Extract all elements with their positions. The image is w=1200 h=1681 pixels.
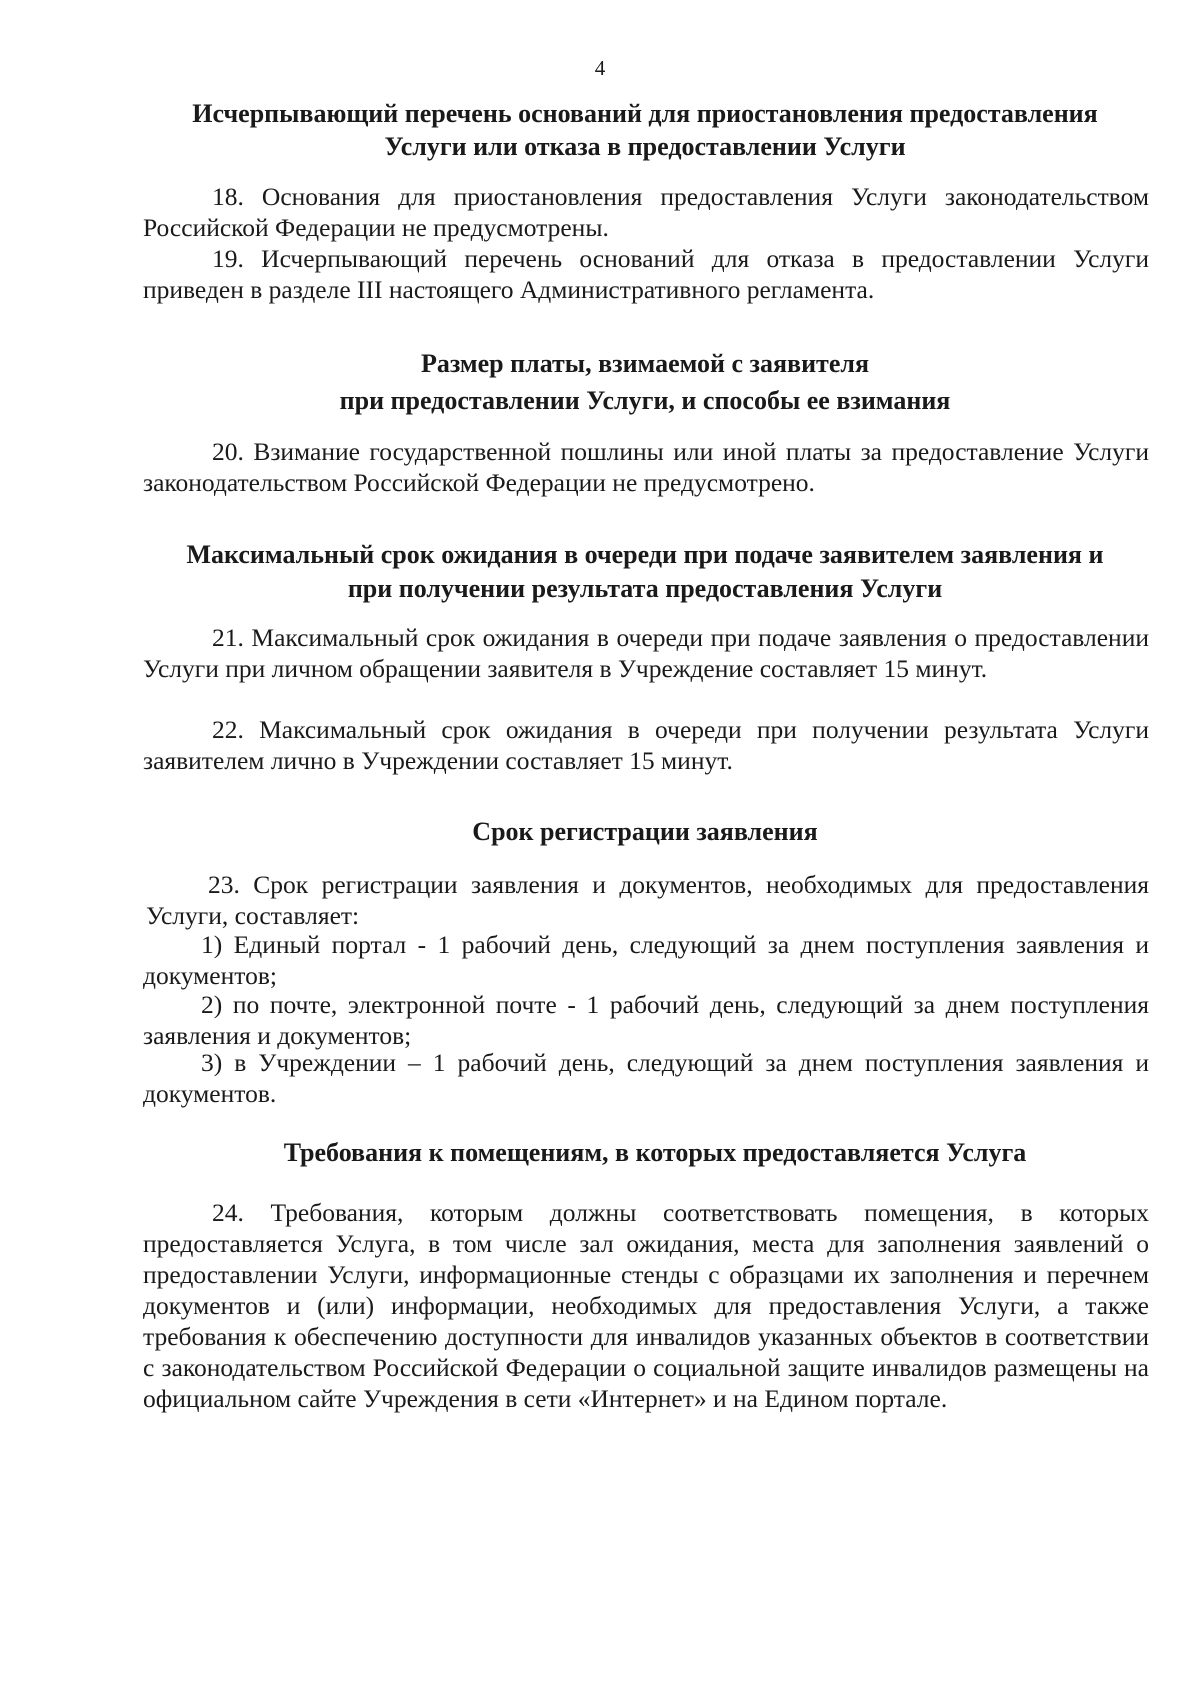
heading-line: Размер платы, взимаемой с заявителя [420, 349, 870, 378]
heading-line: Услуги или отказа в предоставлении Услуги [384, 132, 906, 161]
list-item: 3) в Учреждении – 1 рабочий день, следующий за днем поступления заявления и документов. [143, 1048, 1149, 1108]
section-heading [140, 815, 1150, 848]
heading-line: Требования к помещениям, в которых предоставляется Услуга [283, 1138, 1027, 1167]
heading-line: при предоставлении Услуги, и способы ее взимания [339, 386, 951, 415]
paragraph: 24. Требования, которым должны соответствовать помещения, в которых предоставляется Услуга, в том числе зал ожидания, места для заполнения заявлений о предоставлении Услуги, информационные стенды с образцами их заполнения и перечнем документов и (или) информации, необходимых для предоставления Услуги, а также требования к обеспечению доступности для инвалидов указанных объектов в соответствии с законодательством Российской Федерации о социальной защите инвалидов размещены на официальном сайте Учреждения в сети «Интернет» и на Едином портале. [143, 1198, 1149, 1413]
paragraph: 22. Максимальный срок ожидания в очереди при получении результата Услуги заявителем лично в Учреждении составляет 15 минут. [143, 715, 1149, 775]
heading-line: Срок регистрации заявления [472, 817, 818, 846]
list-item: 2) по почте, электронной почте - 1 рабочий день, следующий за днем поступления заявления и документов; [143, 990, 1149, 1050]
paragraph: 20. Взимание государственной пошлины или иной платы за предоставление Услуги законодательством Российской Федерации не предусмотрено. [143, 437, 1149, 497]
page-number: 4 [594, 56, 606, 80]
section-heading [150, 1136, 1160, 1169]
paragraph: 21. Максимальный срок ожидания в очереди при подаче заявления о предоставлении Услуги при личном обращении заявителя в Учреждение составляет 15 минут. [143, 623, 1149, 683]
heading-line: при получении результата предоставления Услуги [347, 574, 943, 603]
heading-line: Исчерпывающий перечень оснований для приостановления предоставления [192, 99, 1098, 128]
heading-line: Максимальный срок ожидания в очереди при подаче заявителем заявления и [186, 540, 1104, 569]
section-heading [140, 97, 1150, 163]
paragraph: 19. Исчерпывающий перечень оснований для отказа в предоставлении Услуги приведен в разделе III настоящего Административного регламента. [143, 244, 1149, 304]
section-heading [140, 538, 1150, 606]
section-heading [140, 345, 1150, 419]
paragraph: 18. Основания для приостановления предоставления Услуги законодательством Российской Федерации не предусмотрены. [143, 182, 1149, 242]
list-item: 1) Единый портал - 1 рабочий день, следующий за днем поступления заявления и документов; [143, 930, 1149, 990]
paragraph: 23. Срок регистрации заявления и документов, необходимых для предоставления Услуги, составляет: [146, 870, 1149, 930]
